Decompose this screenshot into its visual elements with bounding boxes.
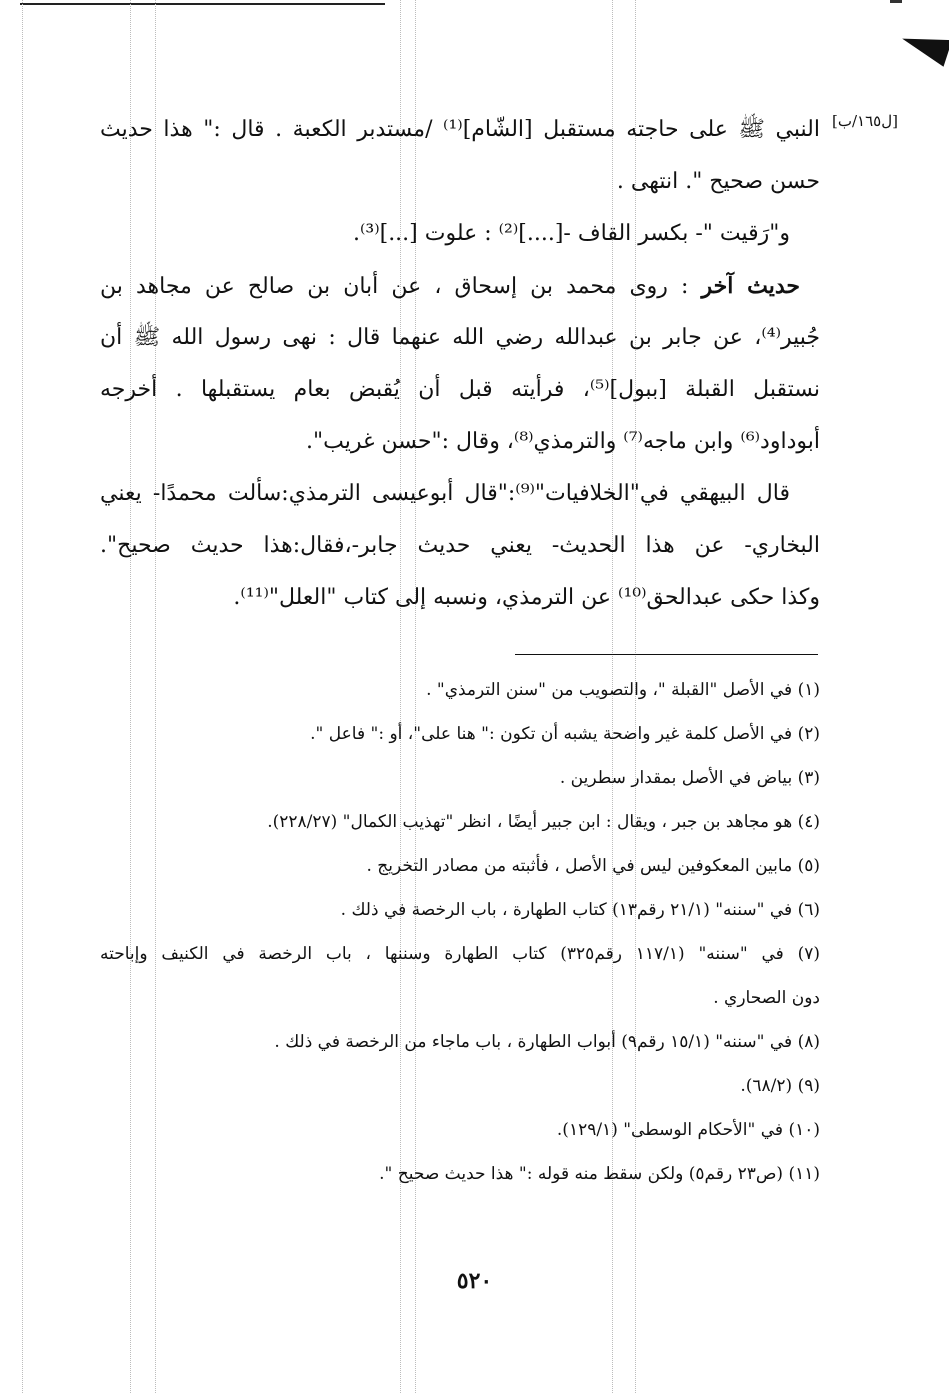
- text-line: وكذا حكى عبدالحق⁽¹⁰⁾ عن الترمذي، ونسبه إلى كتاب "العلل"⁽¹¹⁾.: [233, 585, 820, 610]
- footnote-separator: [515, 654, 818, 655]
- footnote: (٩) (٦٨/٢).: [740, 1076, 820, 1096]
- text-line: حسن صحيح ". انتهى .: [616, 169, 820, 194]
- footnote: (١٠) في "الأحكام الوسطى" (١٢٩/١).: [556, 1120, 820, 1140]
- scan-artifact-dotted-line: [22, 0, 23, 1393]
- marginal-folio-note: [ل١٦٥/ب]: [832, 112, 898, 130]
- text-run: : روى محمد بن إسحاق ، عن أبان بن صالح عن مجاهد بن: [100, 274, 702, 299]
- footnote: (٧) في "سننه" (١١٧/١ رقم٣٢٥) كتاب الطهارة وسننها ، باب الرخصة في الكنيف وإباحته: [100, 944, 820, 964]
- text-line: النبي ﷺ على حاجته مستقبل [الشّام]⁽¹⁾ /مستدبر الكعبة . قال :" هذا حديث: [100, 117, 820, 142]
- page-number: ٥٢٠: [456, 1268, 493, 1294]
- text-line: نستقبل القبلة [ببول]⁽⁵⁾، فرأيته قبل أن يُقبض بعام يستقبلها . أخرجه: [100, 377, 820, 402]
- footnote: (٢) في الأصل كلمة غير واضحة يشبه أن تكون :" هنا على"، أو :" فاعل ".: [310, 724, 820, 744]
- top-edge-mark: [890, 0, 902, 3]
- footnote: (٦) في "سننه" (٢١/١ رقم١٣) كتاب الطهارة ، باب الرخصة في ذلك .: [340, 900, 820, 920]
- footnote-continuation: دون الصحاري .: [713, 988, 820, 1008]
- section-heading: حديث آخر: [701, 273, 800, 299]
- top-edge-line: [20, 3, 385, 5]
- footnote: (٥) مابين المعكوفين ليس في الأصل ، فأثبته من مصادر التخريج .: [366, 856, 820, 876]
- text-line: البخاري- عن هذا الحديث- يعني حديث جابر-،فقال:هذا حديث صحيح".: [100, 533, 820, 558]
- footnote: (٣) بياض في الأصل بمقدار سطرين .: [559, 768, 820, 788]
- corner-triangle-mark: [898, 25, 949, 66]
- text-line: [100, 260, 820, 313]
- text-line: أبوداود⁽⁶⁾ وابن ماجه⁽⁷⁾ والترمذي⁽⁸⁾، وقال :"حسن غريب".: [306, 429, 820, 454]
- text-line: جُبير⁽⁴⁾، عن جابر بن عبدالله رضي الله عنهما قال : نهى رسول الله ﷺ أن: [100, 325, 820, 350]
- footnote: (١) في الأصل "القبلة "، والتصويب من "سنن الترمذي" .: [426, 680, 820, 700]
- text-line: و"رَقيت "- بكسر القاف -[....]⁽²⁾ : علوت [...]⁽³⁾.: [352, 221, 790, 246]
- footnote: (٨) في "سننه" (١٥/١ رقم٩) أبواب الطهارة ، باب ماجاء من الرخصة في ذلك .: [274, 1032, 820, 1052]
- main-text: [100, 104, 820, 644]
- footnote: (٤) هو مجاهد بن جبر ، ويقال : ابن جبير أيضًا ، انظر "تهذيب الكمال" (٢٢٨/٢٧).: [267, 812, 820, 832]
- text-line: قال البيهقي في"الخلافيات"⁽⁹⁾:"قال أبوعيسى الترمذي:سألت محمدًا- يعني: [100, 481, 790, 506]
- footnote: (١١) (ص٢٣ رقم٥) ولكن سقط منه قوله :" هذا حديث صحيح ".: [379, 1164, 820, 1184]
